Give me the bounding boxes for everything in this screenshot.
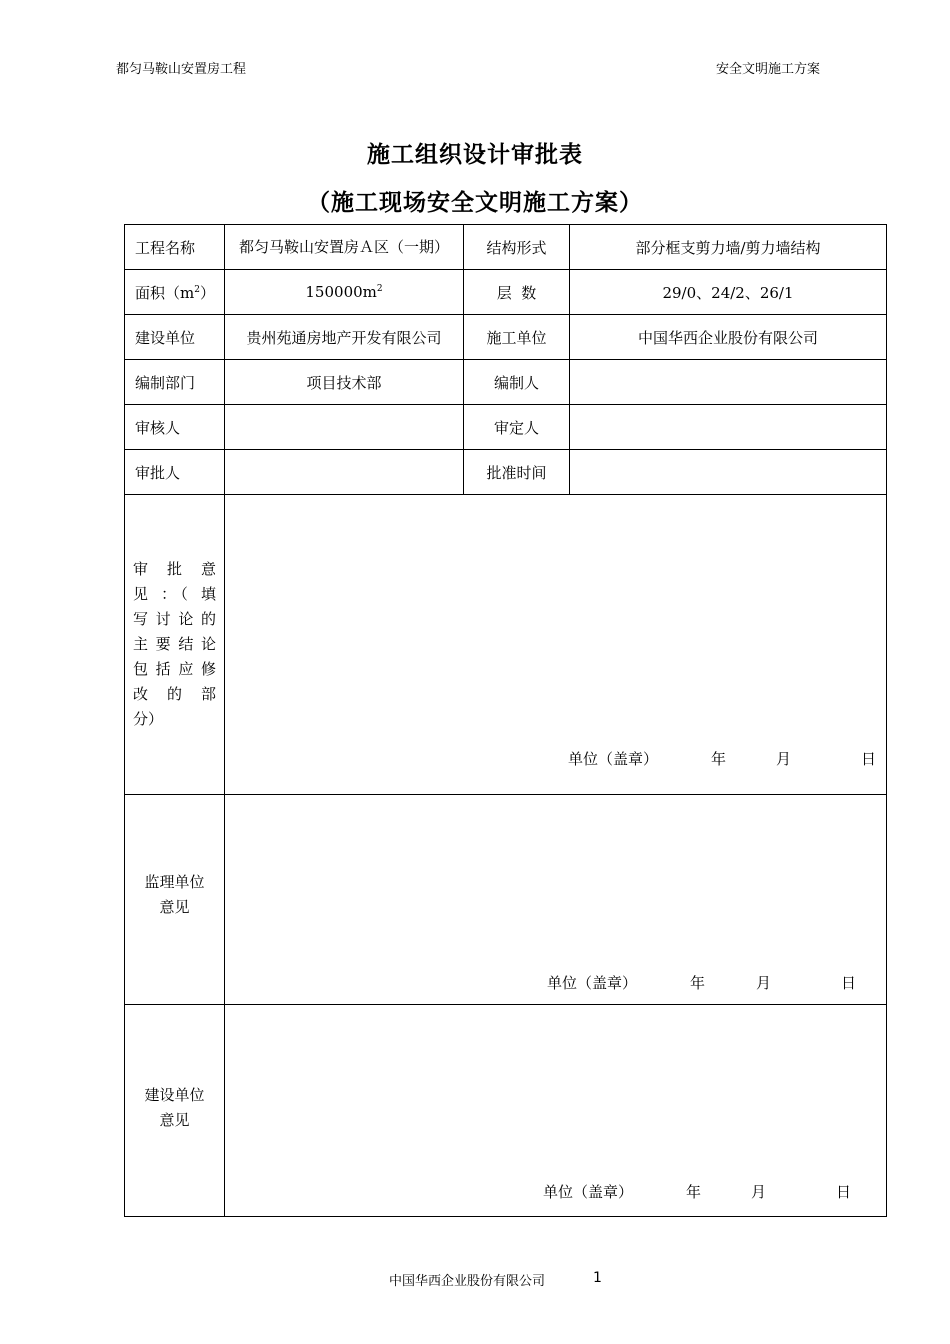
label-supervision-opinion: 监理单位 意见 [125, 795, 225, 1005]
footer-company: 中国华西企业股份有限公司 [389, 1274, 546, 1289]
value-compiler[interactable] [570, 360, 887, 405]
label-approver: 审批人 [125, 450, 225, 495]
label-owner-unit: 建设单位 [125, 315, 225, 360]
value-finalizer[interactable] [570, 405, 887, 450]
header-left: 都匀马鞍山安置房工程 [116, 62, 247, 77]
label-construction-unit: 施工单位 [464, 315, 570, 360]
table-row [125, 450, 887, 495]
page-subtitle: （施工现场安全文明施工方案） [307, 189, 643, 216]
value-department: 项目技术部 [225, 360, 464, 405]
table-row [125, 360, 887, 405]
label-reviewer: 审核人 [125, 405, 225, 450]
table-row-supervision-opinion [125, 795, 887, 1005]
label-structure-type: 结构形式 [464, 225, 570, 270]
value-project-name: 都匀马鞍山安置房Ａ区（一期） [225, 225, 464, 270]
approval-form-table [124, 224, 887, 1217]
value-construction-unit: 中国华西企业股份有限公司 [570, 315, 887, 360]
label-compiler: 编制人 [464, 360, 570, 405]
value-floors: 29/0、24/2、26/1 [570, 270, 887, 315]
table-row [125, 405, 887, 450]
table-row [125, 225, 887, 270]
owner-opinion-field[interactable]: 单位（盖章） 年 月 日 [225, 1005, 887, 1217]
label-project-name: 工程名称 [125, 225, 225, 270]
label-finalizer: 审定人 [464, 405, 570, 450]
label-owner-opinion: 建设单位 意见 [125, 1005, 225, 1217]
page-title: 施工组织设计审批表 [367, 141, 583, 168]
page-number: 1 [593, 1270, 602, 1286]
approval-opinion-field[interactable]: 单位（盖章） 年 月 日 [225, 495, 887, 795]
value-area: $150000m^2$ [225, 270, 464, 315]
label-area: 面积$(m^2)$ [125, 270, 225, 315]
table-row [125, 270, 887, 315]
value-reviewer[interactable] [225, 405, 464, 450]
table-row-owner-opinion [125, 1005, 887, 1217]
header-right: 安全文明施工方案 [716, 62, 821, 77]
table-row [125, 315, 887, 360]
value-approver[interactable] [225, 450, 464, 495]
label-approval-time: 批准时间 [464, 450, 570, 495]
label-department: 编制部门 [125, 360, 225, 405]
label-approval-opinion: 审 批 意 见 ：（ 填 写 讨 论 的 主 要 结 论 包 括 应 修 改 的 部 分） [125, 495, 225, 795]
supervision-opinion-field[interactable]: 单位（盖章） 年 月 日 [225, 795, 887, 1005]
value-structure-type: 部分框支剪力墙/剪力墙结构 [570, 225, 887, 270]
value-owner-unit: 贵州苑通房地产开发有限公司 [225, 315, 464, 360]
table-row-approval-opinion [125, 495, 887, 795]
value-approval-time[interactable] [570, 450, 887, 495]
label-floors: 层 数 [464, 270, 570, 315]
